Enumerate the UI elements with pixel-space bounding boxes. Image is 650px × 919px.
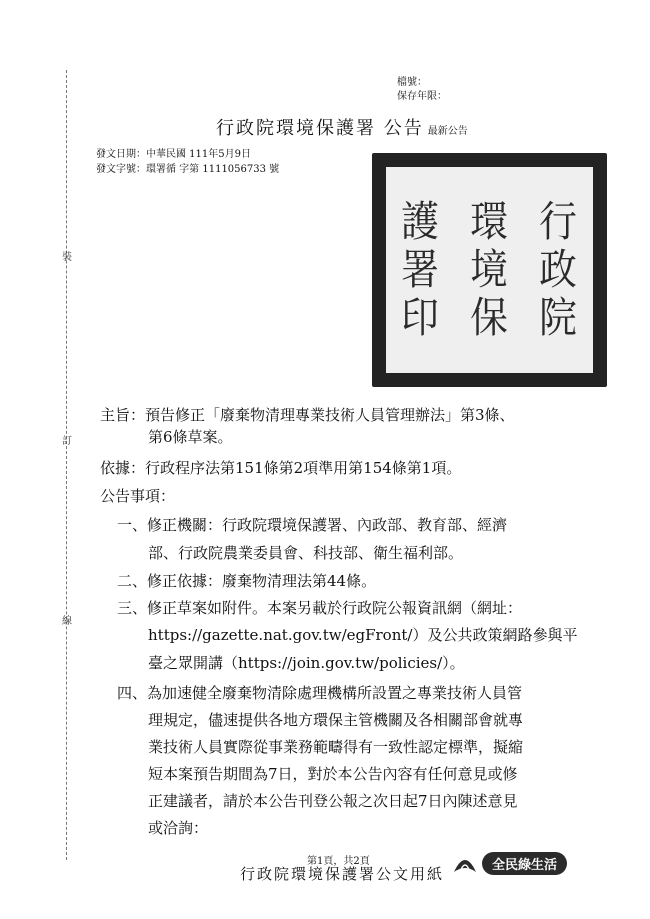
page-indicator: 第1頁，共2頁	[307, 856, 370, 867]
binding-mark-zhuang: 裝	[62, 252, 72, 263]
item-2-line: 二、修正依據：廢棄物清理法第44條。	[117, 572, 377, 590]
document-number-value: 環署循 字第 1111056733 號	[146, 164, 280, 175]
item-3-line-1: 三、修正草案如附件。本案另載於行政院公報資訊網（網址：	[117, 599, 523, 617]
item-4-line-5: 正建議者，請於本公告刊登公報之次日起7日內陳述意見	[148, 792, 518, 810]
item-3-line-2: https://gazette.nat.gov.tw/egFront/）及公共政策網路參與平	[148, 626, 578, 644]
subject-line-2: 第6條草案。	[148, 428, 233, 446]
item-4-line-3: 業技術人員實際從事業務範疇得有一致性認定標準，擬縮	[148, 738, 524, 756]
document-number-label: 發文字號：	[96, 164, 146, 175]
issue-date	[96, 145, 251, 160]
document-title	[216, 114, 468, 140]
item-4-line-4: 短本案預告期間為7日，對於本公告內容有任何意見或修	[148, 765, 518, 783]
binding-mark-ding: 訂	[62, 436, 72, 447]
binding-line	[66, 70, 67, 860]
retention-label: 保存年限：	[397, 91, 447, 102]
leaf-icon	[452, 852, 478, 874]
items-heading: 公告事項：	[100, 487, 176, 505]
subject-line-1: 主旨：預告修正「廢棄物清理專業技術人員管理辦法」第3條、	[100, 406, 515, 424]
title-suffix: 最新公告	[427, 126, 468, 137]
seal-column-1: 行 政 院	[539, 197, 578, 342]
green-living-logo	[452, 850, 592, 876]
issue-date-value: 中華民國 111年5月9日	[146, 149, 251, 160]
item-4-line-2: 理規定，儘速提供各地方環保主管機關及各相關部會就專	[148, 711, 524, 729]
logo-text: 全民綠生活	[482, 852, 567, 875]
item-4-line-6: 或洽詢：	[148, 819, 209, 837]
official-paper-name: 行政院環境保護署公文用紙	[240, 865, 445, 883]
item-3-line-3: 臺之眾開講（https://join.gov.tw/policies/）。	[148, 654, 465, 672]
issue-date-label: 發文日期：	[96, 149, 146, 160]
item-4-line-1: 四、為加速健全廢棄物清除處理機構所設置之專業技術人員管	[117, 684, 523, 702]
seal-column-2: 環 境 保	[470, 197, 509, 342]
binding-mark-xian: 線	[62, 616, 72, 627]
document-number	[96, 160, 279, 175]
title-text: 行政院環境保護署 公告	[216, 118, 424, 139]
basis-line: 依據：行政程序法第151條第2項準用第154條第1項。	[100, 459, 462, 477]
item-1-line-2: 部、行政院農業委員會、科技部、衛生福利部。	[148, 544, 464, 562]
file-number-label: 檔號：	[397, 77, 427, 88]
seal-face	[386, 167, 593, 373]
item-1-line-1: 一、修正機關：行政院環境保護署、內政部、教育部、經濟	[117, 516, 508, 534]
official-seal	[372, 153, 607, 387]
seal-column-3: 護 署 印	[401, 197, 440, 342]
